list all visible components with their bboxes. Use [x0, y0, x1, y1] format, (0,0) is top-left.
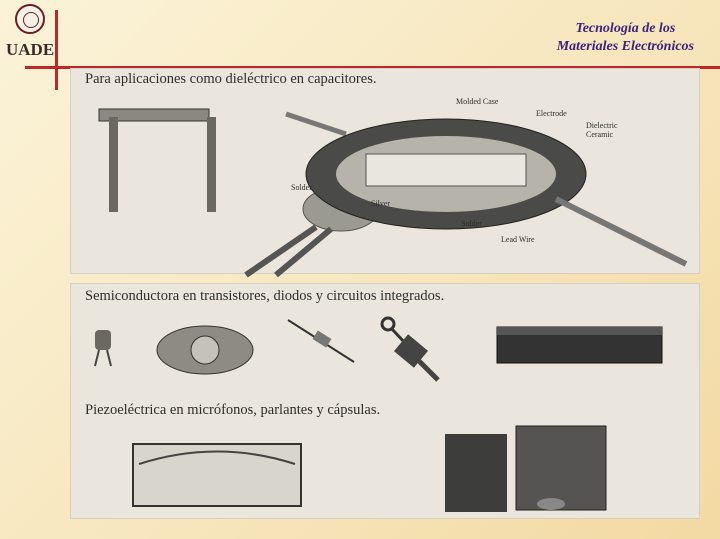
label-electrode: Electrode [536, 109, 567, 118]
stud-diode-illustration [376, 314, 446, 384]
label-ceramic: Ceramic [586, 130, 614, 139]
title-line-1: Tecnología de los [575, 21, 676, 36]
piezo-caption: Piezoeléctrica en micrófonos, parlantes y cápsulas. [85, 402, 381, 418]
slide-title [557, 20, 694, 56]
logo-text: UADE [6, 40, 55, 59]
piezo-crystal-illustration [441, 422, 641, 517]
dielectric-caption: Para aplicaciones como dieléctrico en capacitores. [85, 71, 377, 87]
label-solder-bottom: Solder [461, 219, 482, 228]
label-molded-case: Molded Case [456, 97, 499, 106]
piezo-speaker-illustration [129, 434, 309, 514]
small-transistor-illustration [89, 328, 119, 368]
diode-illustration [286, 316, 356, 366]
label-solder-left: Solder [291, 183, 312, 192]
tubular-capacitor-cutaway [286, 94, 696, 274]
uade-logo [6, 4, 54, 62]
label-lead-wire: Lead Wire [501, 235, 535, 244]
integrated-circuit-illustration [491, 319, 671, 389]
semiconductor-piezo-panel [70, 283, 700, 519]
semiconductor-caption: Semiconductora en transistores, diodos y circuitos integrados. [85, 288, 445, 304]
title-line-2: Materiales Electrónicos [556, 39, 694, 54]
power-transistor-illustration [155, 320, 255, 380]
dielectric-panel [70, 68, 700, 274]
staple-capacitor-illustration [89, 99, 229, 209]
vertical-accent-line [55, 10, 58, 90]
label-dielectric: Dielectric [586, 121, 618, 130]
university-seal-icon [15, 4, 45, 34]
label-silver: Silver [371, 199, 391, 208]
